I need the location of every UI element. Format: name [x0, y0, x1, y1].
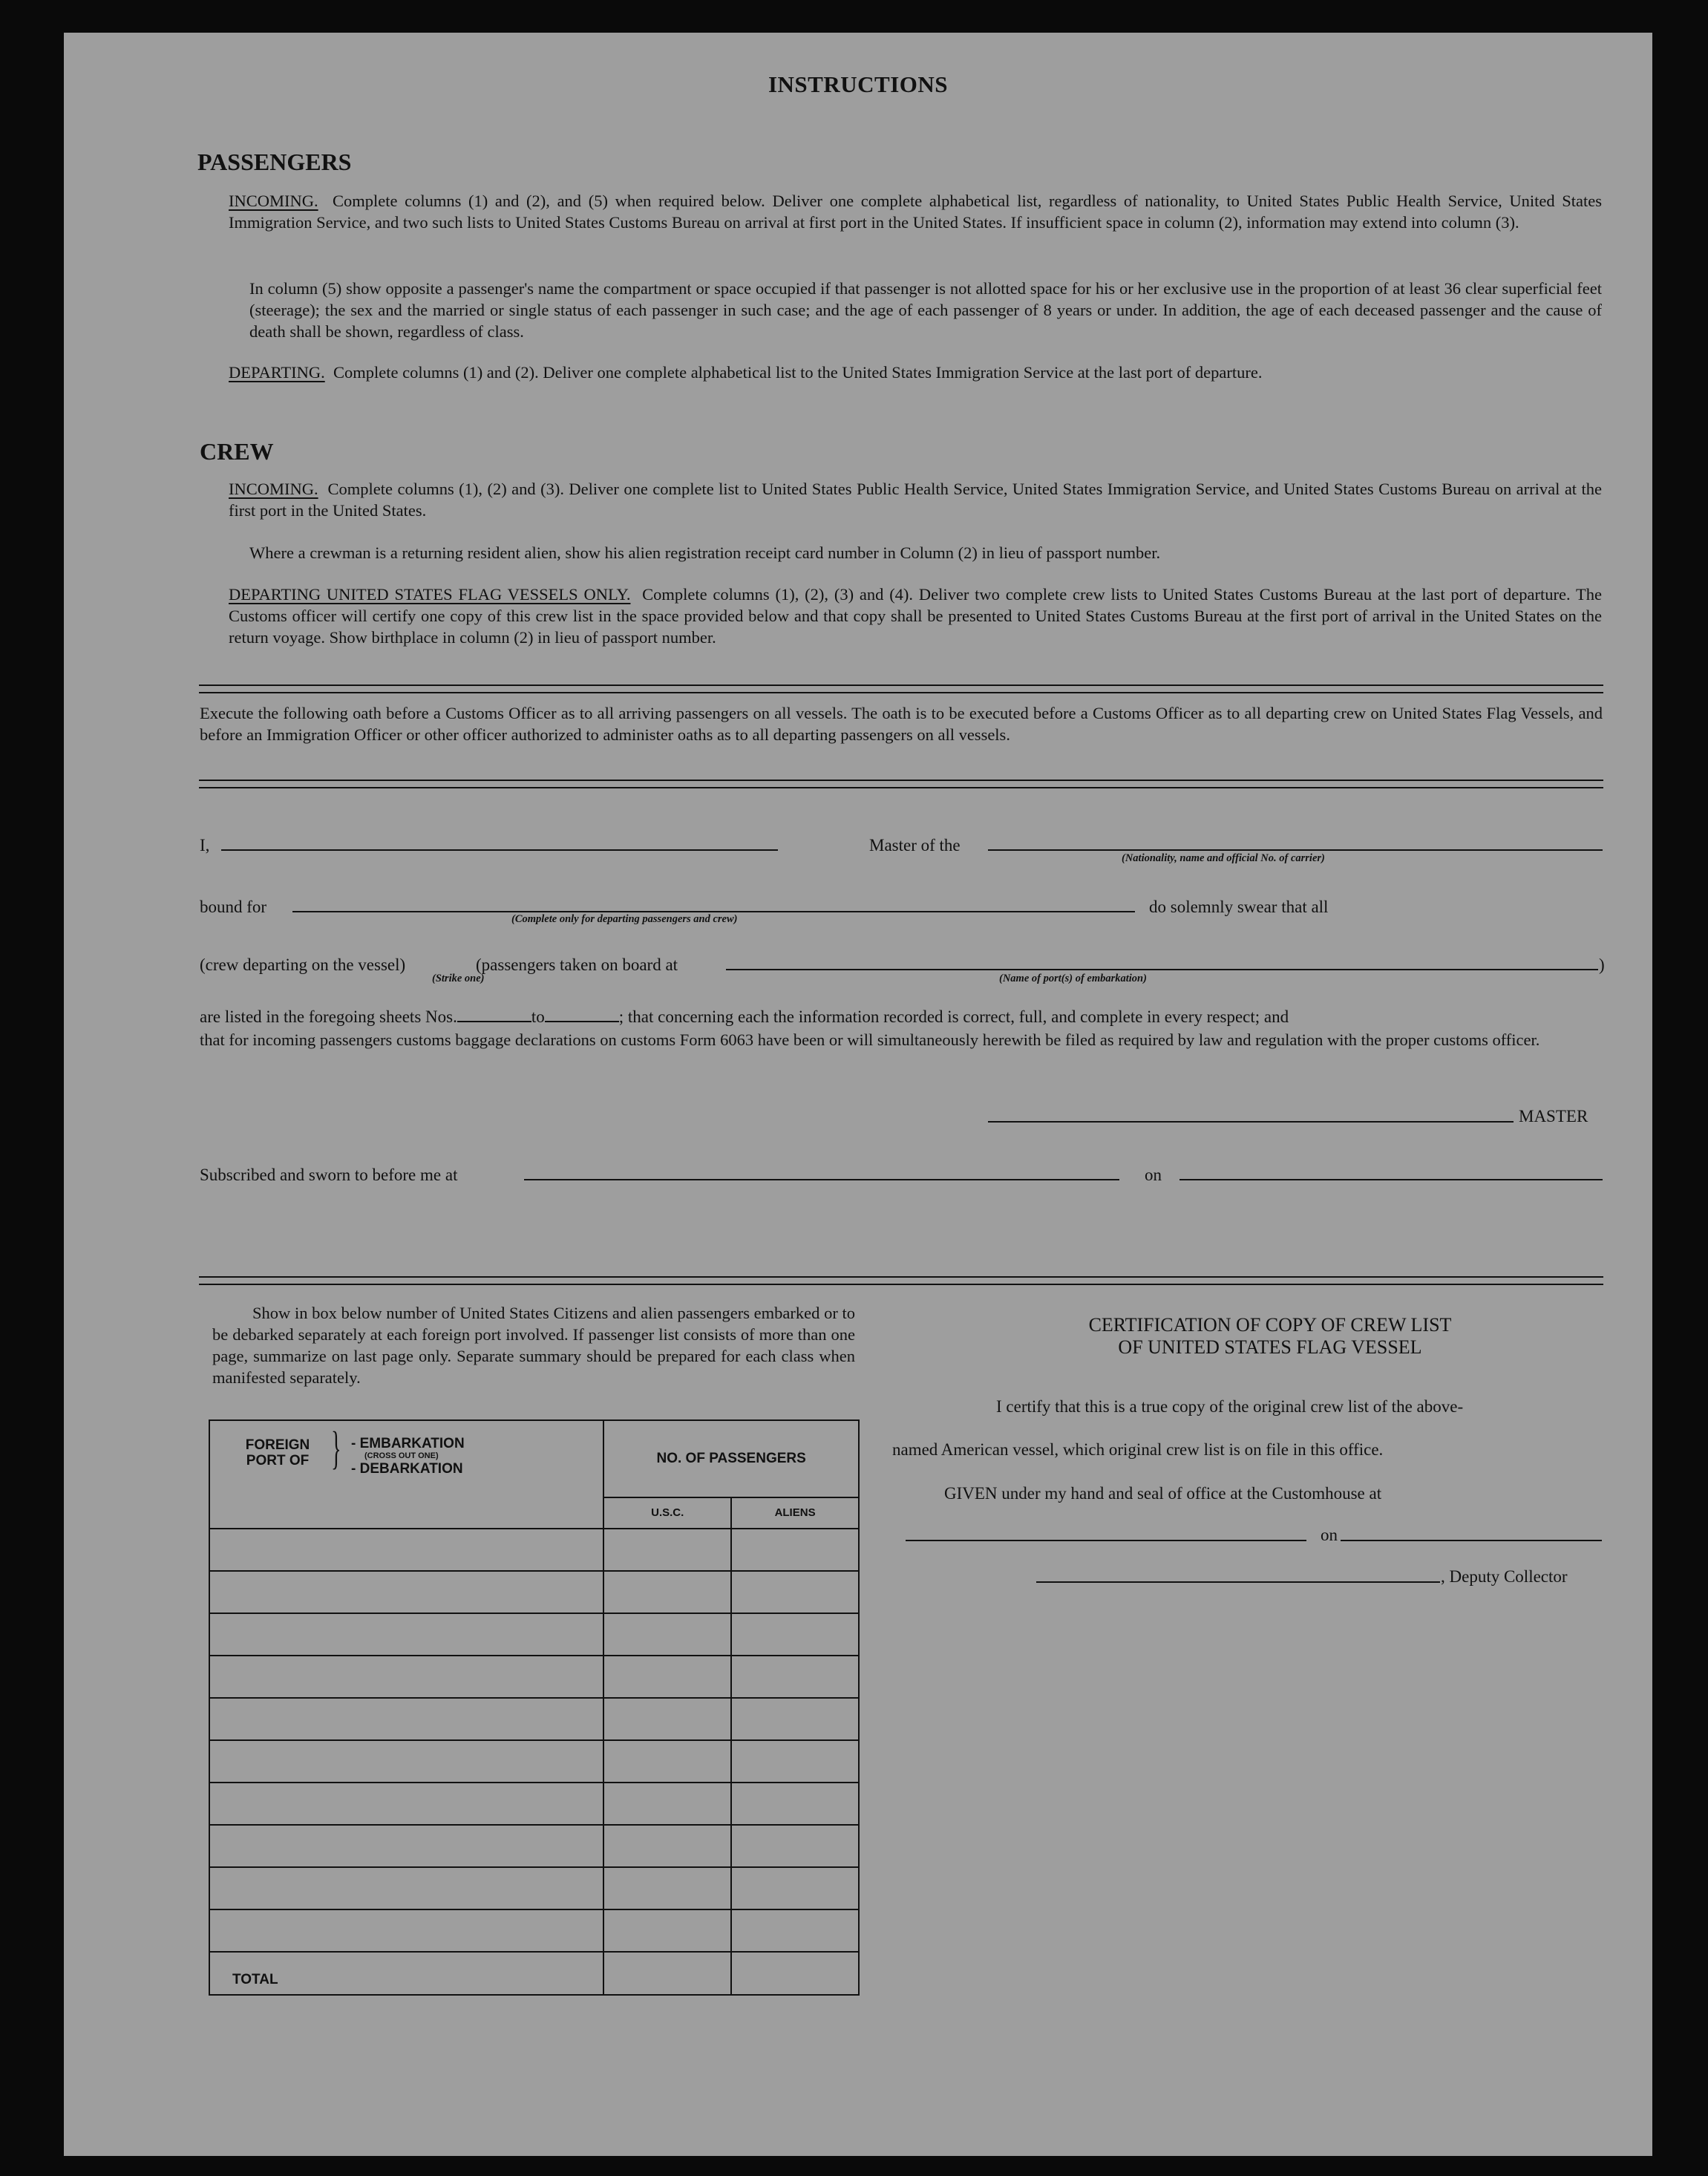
table-row — [209, 1909, 859, 1952]
aliens-cell[interactable] — [731, 1909, 859, 1952]
debarkation-label[interactable]: - DEBARKATION — [351, 1461, 463, 1477]
bound-for-field[interactable] — [292, 911, 1135, 912]
port-cell[interactable] — [209, 1825, 603, 1867]
usc-cell[interactable] — [603, 1656, 731, 1698]
listed-rest-text: that for incoming passengers customs baggage declarations on customs Form 6063 have been or will simultaneously herewith be filed as required by law and regulation with the proper customs officer. — [200, 1030, 1540, 1049]
section-divider — [199, 1276, 1603, 1285]
total-row — [209, 1952, 859, 1995]
usc-cell[interactable] — [603, 1698, 731, 1740]
crew-incoming-paragraph — [229, 478, 1602, 521]
sheet-to-field[interactable] — [545, 1021, 619, 1022]
nationality-note: (Nationality, name and official No. of carrier) — [1122, 852, 1325, 864]
master-label: MASTER — [1519, 1107, 1588, 1125]
total-label-cell: TOTAL — [209, 1952, 603, 1995]
usc-header: U.S.C. — [603, 1497, 731, 1529]
passengers-column5-paragraph: In column (5) show opposite a passenger's name the compartment or space occupied if that passenger is not allotted space for his or her exclusive use in the proportion of at least 36 clear superficial feet (steerage); the sex and the married or single status of each passenger in such case; and the age of each passenger of 8 years or under. In addition, the age of each deceased passenger and the cause of death shall be shown, regardless of class. — [249, 279, 1602, 341]
usc-cell[interactable] — [603, 1867, 731, 1909]
passengers-departing-paragraph — [229, 362, 1602, 383]
document-sheet — [64, 33, 1652, 2156]
certify-on-label: on — [1321, 1526, 1338, 1544]
close-paren: ) — [1599, 955, 1605, 974]
master-signature-field[interactable] — [988, 1121, 1514, 1123]
aliens-cell[interactable] — [731, 1571, 859, 1613]
crew-incoming-label: INCOMING. — [229, 480, 318, 498]
passengers-heading: PASSENGERS — [197, 148, 352, 175]
certify-line2: named American vessel, which original crew list is on file in this office. — [892, 1440, 1384, 1459]
port-note: (Name of port(s) of embarkation) — [999, 973, 1147, 984]
strike-one-note: (Strike one) — [432, 973, 485, 984]
crew-departing-text: Complete columns (1), (2), (3) and (4). Deliver two complete crew lists to United States Customs Bureau at the last port of departure. The Customs officer will certify one copy of this crew list in the space provided below and that copy shall be presented to United States Customs Bureau at the first port of arrival in the United States on the return voyage. Show birthplace in column (2) in lieu of passport number. — [229, 585, 1602, 647]
master-name-field[interactable] — [221, 849, 778, 851]
passengers-departing-label: DEPARTING. — [229, 363, 325, 382]
aliens-cell[interactable] — [731, 1740, 859, 1783]
given-text: GIVEN under my hand and seal of office at the Customhouse at — [944, 1484, 1382, 1503]
aliens-cell[interactable] — [731, 1698, 859, 1740]
passenger-summary-table — [209, 1419, 860, 1996]
port-cell[interactable] — [209, 1529, 603, 1571]
oath-i-label: I, — [200, 836, 210, 855]
port-cell[interactable] — [209, 1698, 603, 1740]
subscribed-label: Subscribed and sworn to before me at — [200, 1166, 458, 1184]
aliens-cell[interactable] — [731, 1656, 859, 1698]
crew-incoming-text: Complete columns (1), (2) and (3). Deliver one complete list to United States Public Health Service, United States Immigration Service, and United States Customs Bureau on arrival at the first port in the United States. — [229, 480, 1603, 520]
usc-cell[interactable] — [603, 1825, 731, 1867]
certify-line1: I certify that this is a true copy of the original crew list of the above- — [996, 1397, 1464, 1416]
port-cell[interactable] — [209, 1571, 603, 1613]
embarkation-port-field[interactable] — [726, 969, 1598, 970]
usc-total-cell[interactable] — [603, 1952, 731, 1995]
complete-only-note: (Complete only for departing passengers and crew) — [511, 913, 738, 925]
no-passengers-header: NO. OF PASSENGERS — [603, 1420, 859, 1497]
deputy-signature-field[interactable] — [1036, 1581, 1440, 1583]
sheet-from-field[interactable] — [457, 1021, 531, 1022]
passengers-departing-text: Complete columns (1) and (2). Deliver one complete alphabetical list to the United States Immigration Service at the last port of departure. — [333, 363, 1263, 382]
port-cell[interactable] — [209, 1613, 603, 1656]
solemnly-swear-label: do solemnly swear that all — [1149, 898, 1329, 916]
aliens-cell[interactable] — [731, 1529, 859, 1571]
usc-cell[interactable] — [603, 1571, 731, 1613]
listed-pre-text: are listed in the foregoing sheets Nos. — [200, 1007, 457, 1026]
subscribed-at-field[interactable] — [524, 1179, 1119, 1180]
crew-resident-paragraph: Where a crewman is a returning resident alien, show his alien registration receipt card number in Column (2) in lieu of passport number. — [249, 543, 1161, 562]
passengers-incoming-label: INCOMING. — [229, 192, 318, 210]
aliens-cell[interactable] — [731, 1867, 859, 1909]
section-divider — [199, 685, 1603, 693]
crew-departing-paragraph — [229, 584, 1602, 648]
summary-instructions: Show in box below number of United States Citizens and alien passengers embarked or to be debarked separately at each foreign port involved. If passenger list consists of more than one page, summarize on last page only. Separate summary should be prepared for each class when manifested separately. — [212, 1304, 855, 1387]
table-row — [209, 1698, 859, 1740]
passengers-taken-option[interactable]: (passengers taken on board at — [476, 955, 678, 974]
table-row — [209, 1656, 859, 1698]
table-row — [209, 1740, 859, 1783]
foreign-port-label: FOREIGN PORT OF — [245, 1437, 310, 1468]
passengers-incoming-paragraph — [229, 190, 1602, 233]
usc-cell[interactable] — [603, 1783, 731, 1825]
subscribed-on-label: on — [1145, 1166, 1162, 1184]
listed-to-text: to — [531, 1007, 545, 1026]
port-cell[interactable] — [209, 1909, 603, 1952]
aliens-header: ALIENS — [731, 1497, 859, 1529]
port-cell[interactable] — [209, 1867, 603, 1909]
table-row — [209, 1825, 859, 1867]
port-cell[interactable] — [209, 1783, 603, 1825]
aliens-total-cell[interactable] — [731, 1952, 859, 1995]
table-row — [209, 1613, 859, 1656]
port-header-cell — [209, 1420, 603, 1529]
aliens-cell[interactable] — [731, 1825, 859, 1867]
aliens-cell[interactable] — [731, 1613, 859, 1656]
crew-heading: CREW — [200, 438, 274, 465]
usc-cell[interactable] — [603, 1613, 731, 1656]
usc-cell[interactable] — [603, 1740, 731, 1783]
page-title: INSTRUCTIONS — [768, 71, 948, 97]
master-of-the-label: Master of the — [869, 836, 961, 855]
certification-title-line1: CERTIFICATION OF COPY OF CREW LIST — [1088, 1314, 1452, 1336]
table-row — [209, 1867, 859, 1909]
customhouse-field[interactable] — [906, 1540, 1306, 1541]
certification-title — [940, 1314, 1600, 1359]
subscribed-date-field[interactable] — [1179, 1179, 1603, 1180]
carrier-field[interactable] — [988, 849, 1603, 851]
oath-intro-paragraph: Execute the following oath before a Customs Officer as to all arriving passengers on all vessels. The oath is to be executed before a Customs Officer as to all departing crew on United States Flag Vessels, and before an Immigration Officer or other officer authorized to administer oaths as to all departing passengers on all vessels. — [200, 704, 1603, 744]
certify-date-field[interactable] — [1341, 1540, 1602, 1541]
aliens-cell[interactable] — [731, 1783, 859, 1825]
table-row — [209, 1783, 859, 1825]
usc-cell[interactable] — [603, 1529, 731, 1571]
port-cell[interactable] — [209, 1740, 603, 1783]
crew-departing-label: DEPARTING UNITED STATES FLAG VESSELS ONLY. — [229, 585, 631, 604]
section-divider — [199, 780, 1603, 788]
port-cell[interactable] — [209, 1656, 603, 1698]
deputy-collector-label: , Deputy Collector — [1441, 1567, 1568, 1586]
listed-line — [200, 1007, 1289, 1027]
usc-cell[interactable] — [603, 1909, 731, 1952]
listed-post-text: ; that concerning each the information recorded is correct, full, and complete in every respect; and — [618, 1007, 1289, 1026]
table-row — [209, 1571, 859, 1613]
cross-out-note: (CROSS OUT ONE) — [364, 1451, 439, 1460]
crew-departing-option[interactable]: (crew departing on the vessel) — [200, 955, 406, 974]
bound-for-label: bound for — [200, 898, 267, 916]
passengers-incoming-text: Complete columns (1) and (2), and (5) when required below. Deliver one complete alphabetical list, regardless of nationality, to United States Public Health Service, United States Immigration Service, and two such lists to United States Customs Bureau on arrival at first port in the United States. If insufficient space in column (2), information may extend into column (3). — [229, 192, 1603, 232]
embarkation-label[interactable]: - EMBARKATION — [351, 1436, 465, 1451]
brace-icon: } — [331, 1423, 341, 1474]
certification-title-line2: OF UNITED STATES FLAG VESSEL — [1118, 1336, 1422, 1358]
table-row — [209, 1529, 859, 1571]
